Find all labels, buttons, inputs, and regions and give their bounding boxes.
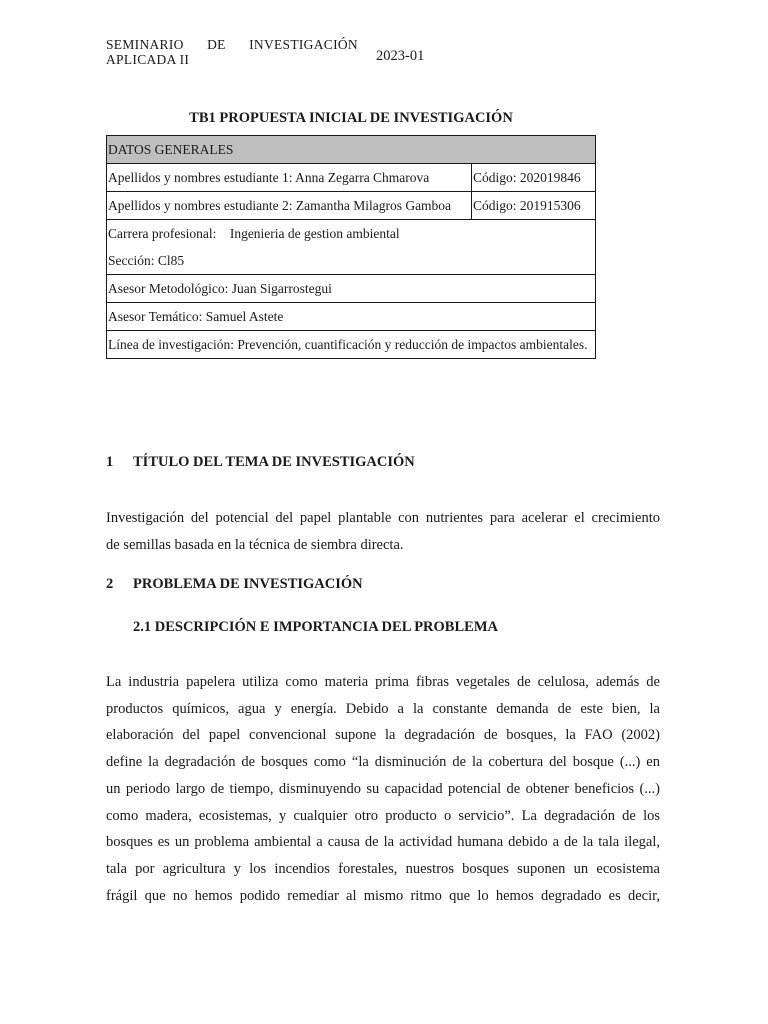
general-data-table — [106, 135, 596, 359]
term: 2023-01 — [376, 48, 425, 64]
course-word: INVESTIGACIÓN — [249, 37, 358, 52]
section-number: 2 — [106, 576, 114, 592]
section1-heading — [106, 454, 415, 471]
section2-paragraph — [106, 669, 660, 909]
subsection-title: 2.1 DESCRIPCIÓN E IMPORTANCIA DEL PROBLEMA — [133, 619, 498, 635]
paragraph-line: La industria papelera utiliza como materia prima fibras vegetales de celulosa, además de — [106, 674, 660, 690]
code1-cell: Código: 202019846 — [472, 164, 596, 192]
table-row — [107, 331, 596, 359]
career-cell — [107, 220, 596, 275]
table-row — [107, 220, 596, 275]
paragraph-line: elaboración del papel convencional supone la degradación de bosques, la FAO (2002) — [106, 727, 660, 744]
paragraph-line: un periodo largo de tiempo, disminuyendo su capacidad potencial de obtener beneficios (...) — [106, 780, 660, 797]
method-advisor-cell: Asesor Metodológico: Juan Sigarrostegui — [107, 275, 596, 303]
section2-heading — [106, 576, 363, 593]
course-word: SEMINARIO — [106, 37, 184, 52]
student1-cell: Apellidos y nombres estudiante 1: Anna Zegarra Chmarova — [107, 164, 472, 192]
paragraph-line: tala por agricultura y los incendios forestales, nuestros bosques suponen un ecosistema — [106, 860, 660, 877]
code2-cell: Código: 201915306 — [472, 192, 596, 220]
paragraph-line: define la degradación de bosques como “la disminución de la cobertura del bosque (...) en — [106, 754, 660, 771]
paragraph-line: Investigación del potencial del papel plantable con nutrientes para acelerar el crecimiento — [106, 510, 660, 526]
career-text: Carrera profesional: Ingenieria de gestion ambiental — [108, 226, 400, 241]
section-title: TÍTULO DEL TEMA DE INVESTIGACIÓN — [133, 454, 415, 470]
paragraph-line: bosques es un problema ambiental a causa de la actividad humana debido a de la tala ilegal, — [106, 834, 660, 851]
document-title: TB1 PROPUESTA INICIAL DE INVESTIGACIÓN — [189, 110, 513, 126]
section-title: PROBLEMA DE INVESTIGACIÓN — [133, 576, 363, 592]
paragraph-line: como madera, ecosistemas, y cualquier otro producto o servicio”. La degradación de los — [106, 807, 660, 824]
table-row — [107, 275, 596, 303]
table-row — [107, 164, 596, 192]
student2-cell: Apellidos y nombres estudiante 2: Zamantha Milagros Gamboa — [107, 192, 472, 220]
section-number: 1 — [106, 454, 114, 470]
paragraph-line: de semillas basada en la técnica de siembra directa. — [106, 536, 404, 553]
section-text: Sección: Cl85 — [108, 253, 185, 268]
course-word: DE — [207, 37, 226, 52]
thematic-advisor-cell: Asesor Temático: Samuel Astete — [107, 303, 596, 331]
section1-paragraph — [106, 505, 660, 558]
table-row — [107, 303, 596, 331]
table-heading: DATOS GENERALES — [107, 136, 596, 164]
course-name-line2: APLICADA II — [106, 52, 190, 67]
paragraph-line: productos químicos, agua y energía. Debido a la constante demanda de este bien, la — [106, 700, 660, 717]
research-line-cell: Línea de investigación: Prevención, cuantificación y reducción de impactos ambientales. — [107, 331, 596, 359]
table-row — [107, 136, 596, 164]
paragraph-line: frágil que no hemos podido remediar al mismo ritmo que lo hemos degradado es decir, — [106, 887, 660, 904]
course-name — [106, 37, 358, 67]
table-row — [107, 192, 596, 220]
